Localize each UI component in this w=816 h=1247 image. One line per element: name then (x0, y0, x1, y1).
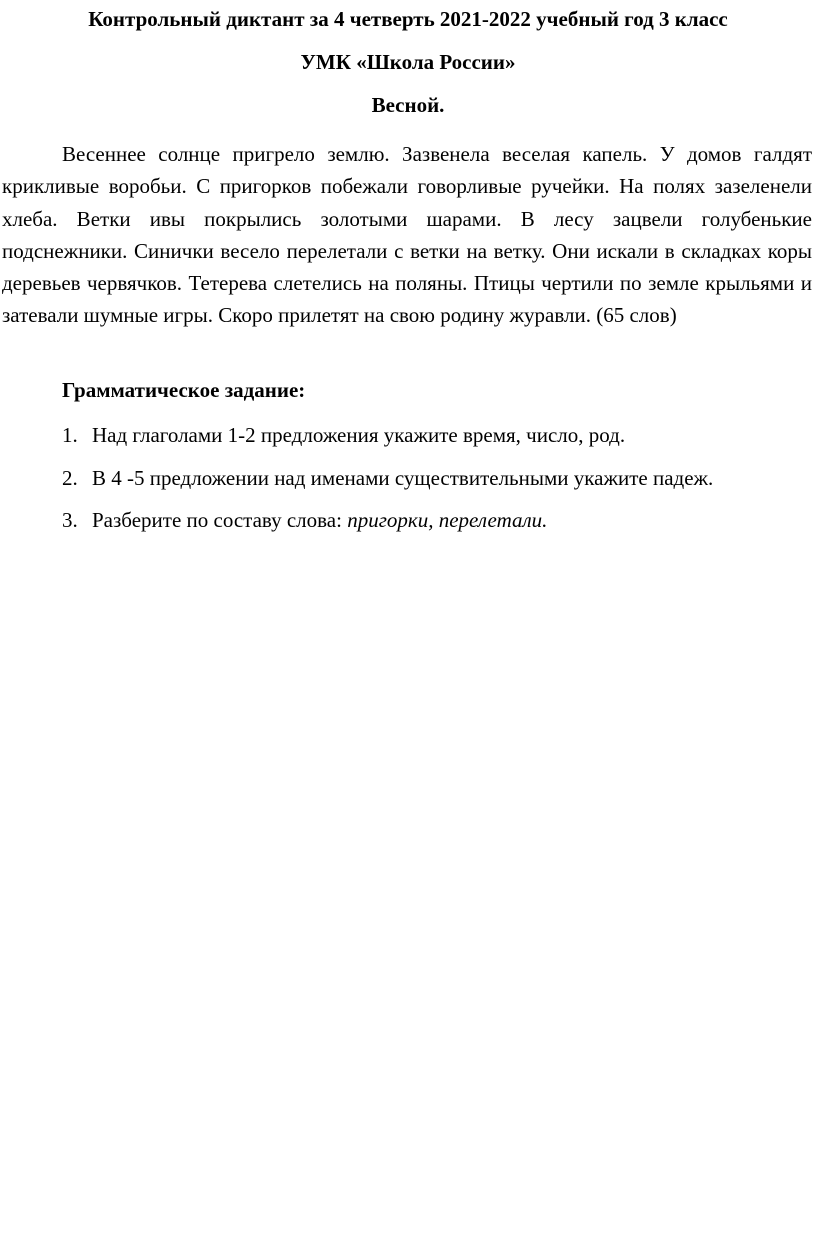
list-item-number: 1. (62, 423, 78, 447)
dictation-text: Весеннее солнце пригрело землю. Зазвенела веселая капель. У домов галдят крикливые воробьи. С пригорков побежали говорливые ручейки. На полях зазеленели хлеба. Ветки ивы покрылись золотыми шарами. В лесу зацвели голубенькие подснежники. Синички весело перелетали с ветки на ветку. Они искали в складках коры деревьев червячков. Тетерева слетелись на поляны. Птицы чертили по земле крыльями и затевали шумные игры. Скоро прилетят на свою родину журавли. (65 слов) (2, 142, 812, 328)
document-subtitle: УМК «Школа России» (300, 50, 516, 74)
list-item-number: 3. (62, 508, 78, 532)
grammar-task-heading: Грамматическое задание: (62, 378, 306, 402)
document-title: Контрольный диктант за 4 четверть 2021-2022 учебный год 3 класс (88, 7, 728, 31)
list-item (62, 464, 816, 492)
list-item-text: В 4 -5 предложении над именами существительными укажите падеж. (92, 465, 714, 490)
list-item (62, 421, 816, 449)
dictation-title: Весной. (371, 93, 445, 117)
list-item-italic-words: пригорки, перелетали. (347, 508, 548, 532)
list-item-text: Над глаголами 1-2 предложения укажите время, число, род. (92, 423, 626, 447)
grammar-task-list (62, 421, 816, 549)
list-item-text: Разберите по составу слова: (92, 508, 348, 532)
list-item-number: 2. (62, 465, 78, 490)
list-item (62, 506, 816, 534)
